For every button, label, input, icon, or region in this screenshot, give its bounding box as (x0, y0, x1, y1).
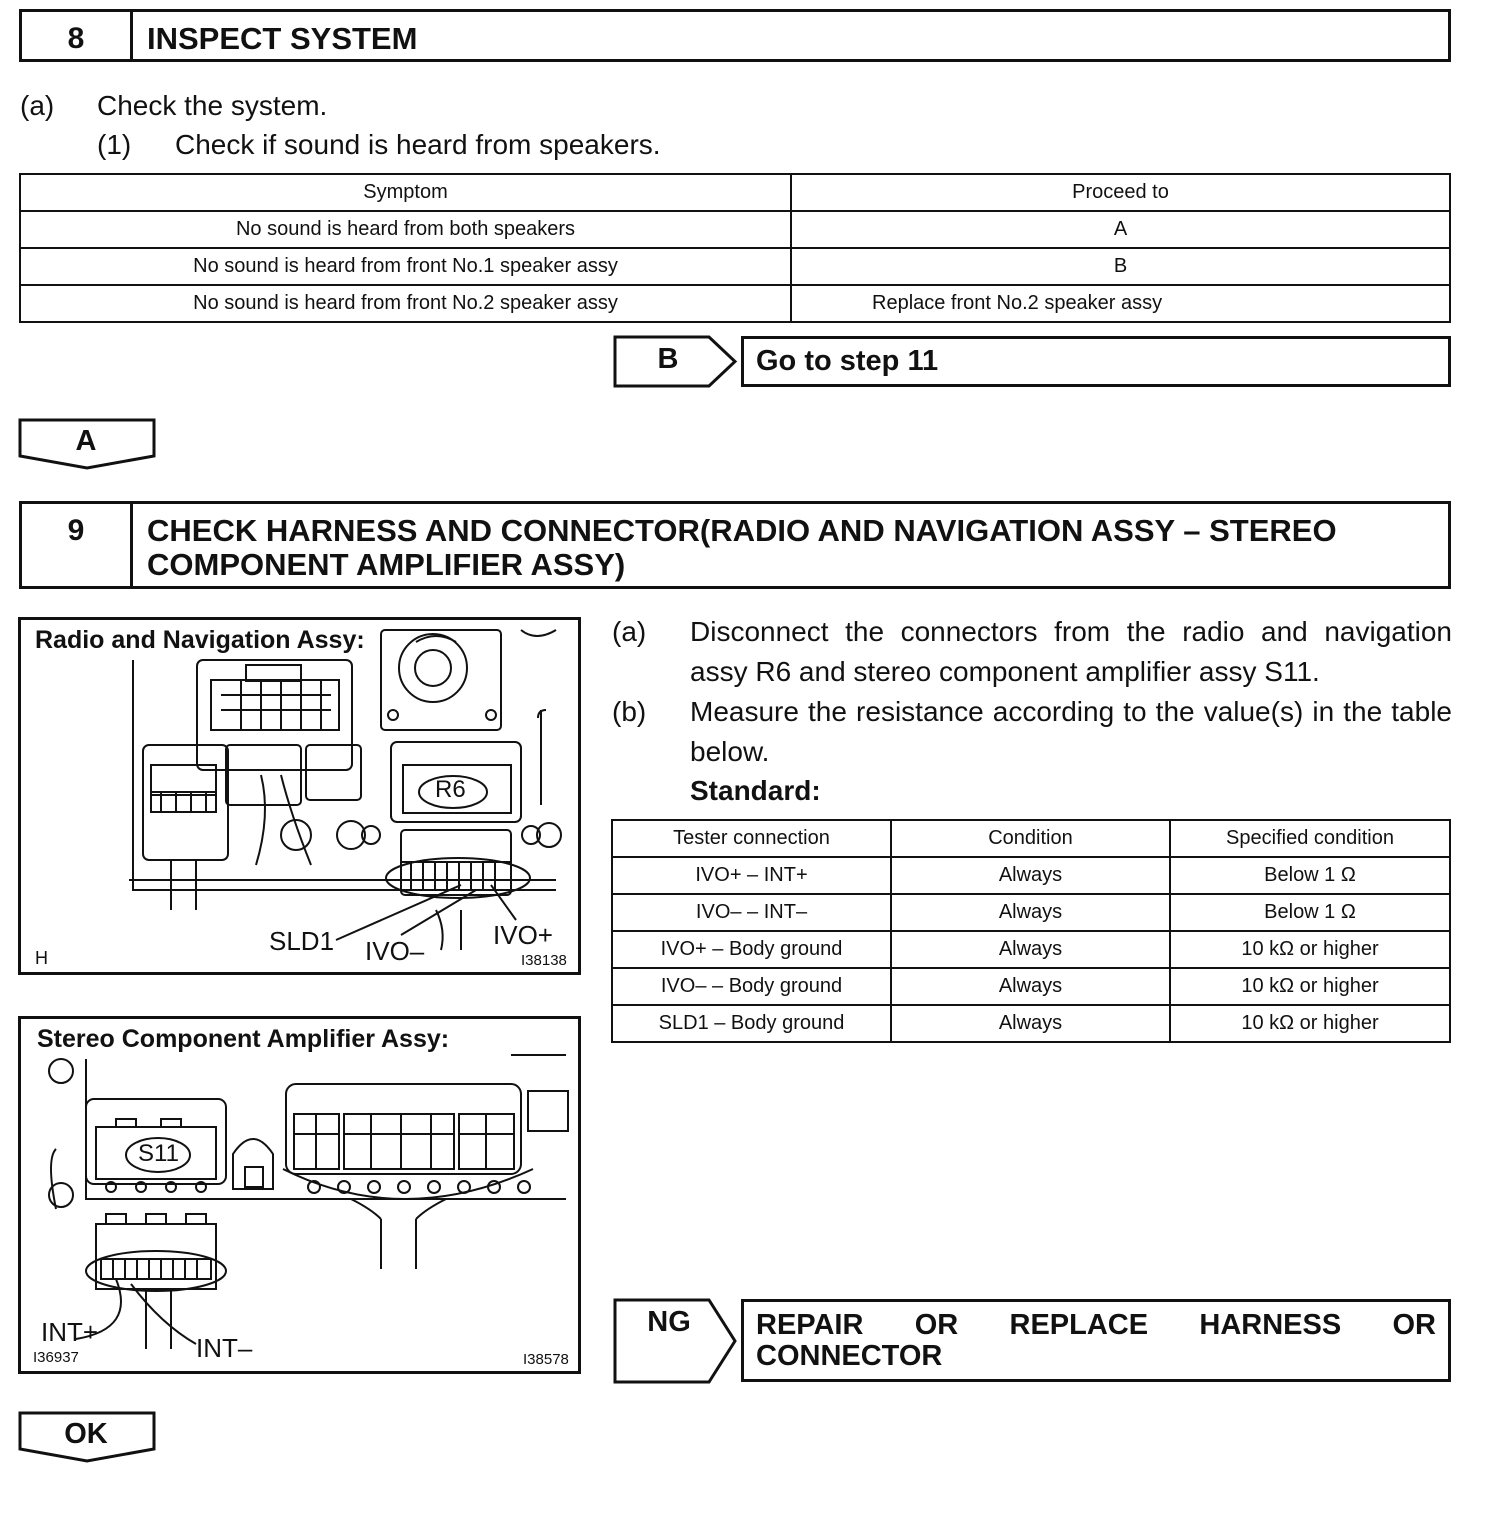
step9-instruction-a: Disconnect the connectors from the radio and navigation assy R6 and stereo component amplifier assy S11. (690, 616, 1452, 687)
table-header-cell: Symptom (20, 174, 791, 211)
table-row (612, 894, 1450, 931)
r6-connector-label: R6 (435, 776, 466, 803)
step8-instruction-1-label: (1) (97, 129, 132, 160)
table-cell: Always (891, 931, 1170, 968)
step8-header (19, 9, 1451, 62)
step8-title: INSPECT SYSTEM (147, 21, 418, 56)
table-row (612, 857, 1450, 894)
step9-instruction-b-label: (b) (612, 696, 647, 727)
step8-symptom-table (19, 173, 1451, 323)
result-ng-tag: NG (647, 1306, 691, 1338)
result-ok-tag: OK (64, 1418, 108, 1450)
step9-title: CHECK HARNESS AND CONNECTOR(RADIO AND NAVIGATION ASSY – STEREO COMPONENT AMPLIFIER ASSY) (147, 513, 1337, 582)
radio-navigation-title: Radio and Navigation Assy: (35, 626, 371, 655)
table-cell: No sound is heard from front No.1 speaker assy (20, 248, 791, 285)
resistance-standard-table (611, 819, 1451, 1043)
table-row (612, 931, 1450, 968)
table-row (20, 211, 1450, 248)
result-a-tag: A (75, 425, 97, 457)
table-header-row (20, 174, 1450, 211)
stereo-amplifier-title: Stereo Component Amplifier Assy: (37, 1025, 455, 1054)
table-header-cell: Condition (891, 820, 1170, 857)
step8-instruction-a-label: (a) (20, 90, 55, 121)
table-header-cell: Proceed to (791, 174, 1450, 211)
table-cell: 10 kΩ or higher (1170, 1005, 1450, 1042)
ivo-plus-callout: IVO+ (493, 920, 553, 950)
table-header-cell: Specified condition (1170, 820, 1450, 857)
figure1-corner-letter: H (35, 948, 48, 968)
step8-instruction-a: Check the system. (97, 90, 328, 121)
figure2-code-right: I38578 (523, 1351, 569, 1368)
s11-connector-label: S11 (138, 1140, 179, 1167)
table-cell: IVO+ – Body ground (612, 931, 891, 968)
table-cell: No sound is heard from front No.2 speaker assy (20, 285, 791, 322)
table-row (612, 1005, 1450, 1042)
table-cell: A (791, 211, 1450, 248)
radio-navigation-figure (18, 617, 581, 975)
result-ng-box: REPAIR OR REPLACE HARNESS OR CONNECTOR (741, 1299, 1451, 1382)
table-cell: Always (891, 857, 1170, 894)
result-b-box: Go to step 11 (741, 336, 1451, 387)
table-row (20, 285, 1450, 322)
table-row (612, 968, 1450, 1005)
table-cell: Replace front No.2 speaker assy (791, 285, 1450, 322)
table-header-cell: Tester connection (612, 820, 891, 857)
step9-number: 9 (22, 504, 133, 586)
table-cell: Always (891, 968, 1170, 1005)
table-cell: B (791, 248, 1450, 285)
table-cell: IVO– – INT– (612, 894, 891, 931)
step8-instruction-1: Check if sound is heard from speakers. (175, 129, 661, 160)
table-cell: 10 kΩ or higher (1170, 931, 1450, 968)
table-cell: Always (891, 894, 1170, 931)
table-row (20, 248, 1450, 285)
table-cell: IVO+ – INT+ (612, 857, 891, 894)
ivo-minus-callout: IVO– (365, 936, 425, 966)
step9-instruction-a-label: (a) (612, 616, 647, 647)
table-cell: 10 kΩ or higher (1170, 968, 1450, 1005)
figure2-code-left: I36937 (33, 1349, 79, 1366)
step9-instruction-b: Measure the resistance according to the value(s) in the table below. (690, 696, 1452, 767)
sld1-callout: SLD1 (269, 926, 335, 956)
int-plus-callout: INT+ (41, 1317, 99, 1347)
standard-label: Standard: (690, 775, 821, 806)
table-cell: Below 1 Ω (1170, 894, 1450, 931)
stereo-amplifier-drawing (21, 1019, 578, 1371)
step9-header (19, 501, 1451, 589)
table-cell: Below 1 Ω (1170, 857, 1450, 894)
figure1-code: I38138 (521, 952, 567, 969)
table-cell: SLD1 – Body ground (612, 1005, 891, 1042)
stereo-amplifier-figure (18, 1016, 581, 1374)
int-minus-callout: INT– (196, 1333, 253, 1363)
table-cell: IVO– – Body ground (612, 968, 891, 1005)
step8-number: 8 (22, 12, 133, 59)
table-cell: Always (891, 1005, 1170, 1042)
table-cell: No sound is heard from both speakers (20, 211, 791, 248)
result-b-tag: B (657, 343, 679, 375)
table-header-row (612, 820, 1450, 857)
